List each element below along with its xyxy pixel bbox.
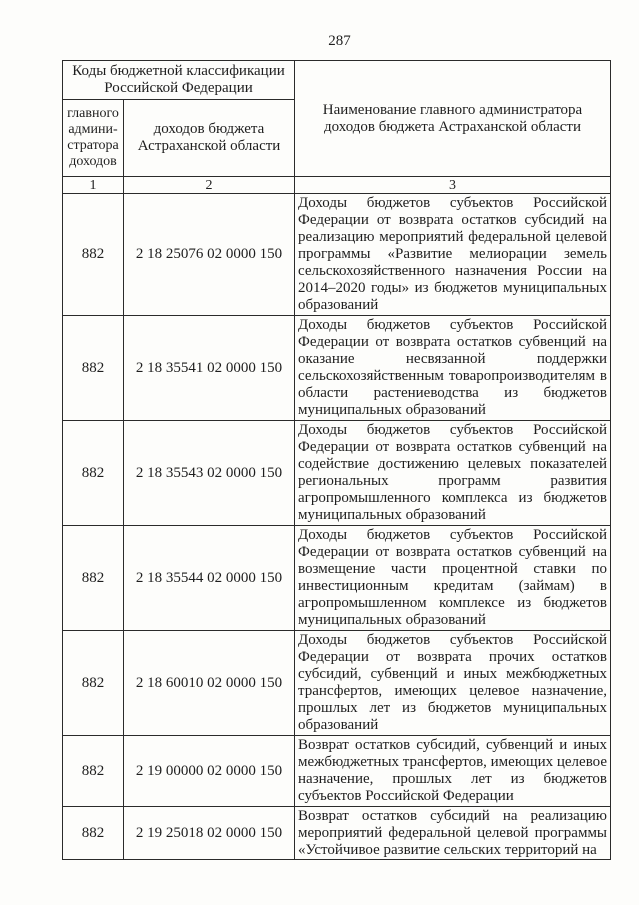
budget-classification-table xyxy=(62,60,611,860)
admin-code: 882 xyxy=(63,421,124,526)
revenue-code: 2 18 25076 02 0000 150 xyxy=(124,194,295,316)
column-numbers-row xyxy=(63,177,611,194)
header-name-column: Наименование главного администратора доходов бюджета Астраханской области xyxy=(295,61,611,177)
column-number-1: 1 xyxy=(63,177,124,194)
revenue-name: Доходы бюджетов субъектов Российской Федерации от возврата остатков субвенций на содействие достижению целевых показателей региональных программ развития агропромышленного комплекса из бюджетов муниципальных образований xyxy=(295,421,611,526)
revenue-code: 2 18 60010 02 0000 150 xyxy=(124,631,295,736)
table-row xyxy=(63,631,611,736)
revenue-name: Возврат остатков субсидий на реализацию мероприятий федеральной целевой программы «Устойчивое развитие сельских территорий на xyxy=(298,808,608,858)
table-row xyxy=(63,807,611,860)
header-admin-column: главного админи-стратора доходов xyxy=(63,100,124,177)
revenue-code: 2 18 35543 02 0000 150 xyxy=(124,421,295,526)
column-number-3: 3 xyxy=(295,177,611,194)
revenue-code: 2 19 25018 02 0000 150 xyxy=(124,807,295,860)
revenue-name-cell xyxy=(295,807,611,860)
table-row xyxy=(63,421,611,526)
page-number: 287 xyxy=(328,33,351,49)
admin-code: 882 xyxy=(63,631,124,736)
header-code-column: доходов бюджета Астраханской области xyxy=(124,100,295,177)
admin-code: 882 xyxy=(63,807,124,860)
header-group-title: Коды бюджетной классификации Российской Федерации xyxy=(63,61,295,100)
revenue-name: Возврат остатков субсидий, субвенций и иных межбюджетных трансфертов, имеющих целевое назначение, прошлых лет из бюджетов субъектов Российской Федерации xyxy=(295,736,611,807)
revenue-code: 2 19 00000 02 0000 150 xyxy=(124,736,295,807)
revenue-code: 2 18 35544 02 0000 150 xyxy=(124,526,295,631)
table-row xyxy=(63,316,611,421)
revenue-name: Доходы бюджетов субъектов Российской Федерации от возврата остатков субсидий на реализацию мероприятий федеральной целевой программы «Развитие мелиорации земель сельскохозяйственного назначения России на 2014–2020 годы» из бюджетов муниципальных образований xyxy=(295,194,611,316)
table-row xyxy=(63,194,611,316)
revenue-name: Доходы бюджетов субъектов Российской Федерации от возврата остатков субвенций на возмещение части процентной ставки по инвестиционным кредитам (займам) в агропромышленном комплексе из бюджетов муниципальных образований xyxy=(295,526,611,631)
admin-code: 882 xyxy=(63,736,124,807)
revenue-code: 2 18 35541 02 0000 150 xyxy=(124,316,295,421)
admin-code: 882 xyxy=(63,194,124,316)
table-header-row xyxy=(63,61,611,100)
column-number-2: 2 xyxy=(124,177,295,194)
table-row xyxy=(63,526,611,631)
revenue-name: Доходы бюджетов субъектов Российской Федерации от возврата прочих остатков субсидий, субвенций и иных межбюджетных трансфертов, имеющих целевое назначение, прошлых лет из бюджетов муниципальных образований xyxy=(295,631,611,736)
admin-code: 882 xyxy=(63,526,124,631)
revenue-name: Доходы бюджетов субъектов Российской Федерации от возврата остатков субвенций на оказание несвязанной поддержки сельскохозяйственным товаропроизводителям в области растениеводства из бюджетов муниципальных образований xyxy=(295,316,611,421)
table-row xyxy=(63,736,611,807)
admin-code: 882 xyxy=(63,316,124,421)
